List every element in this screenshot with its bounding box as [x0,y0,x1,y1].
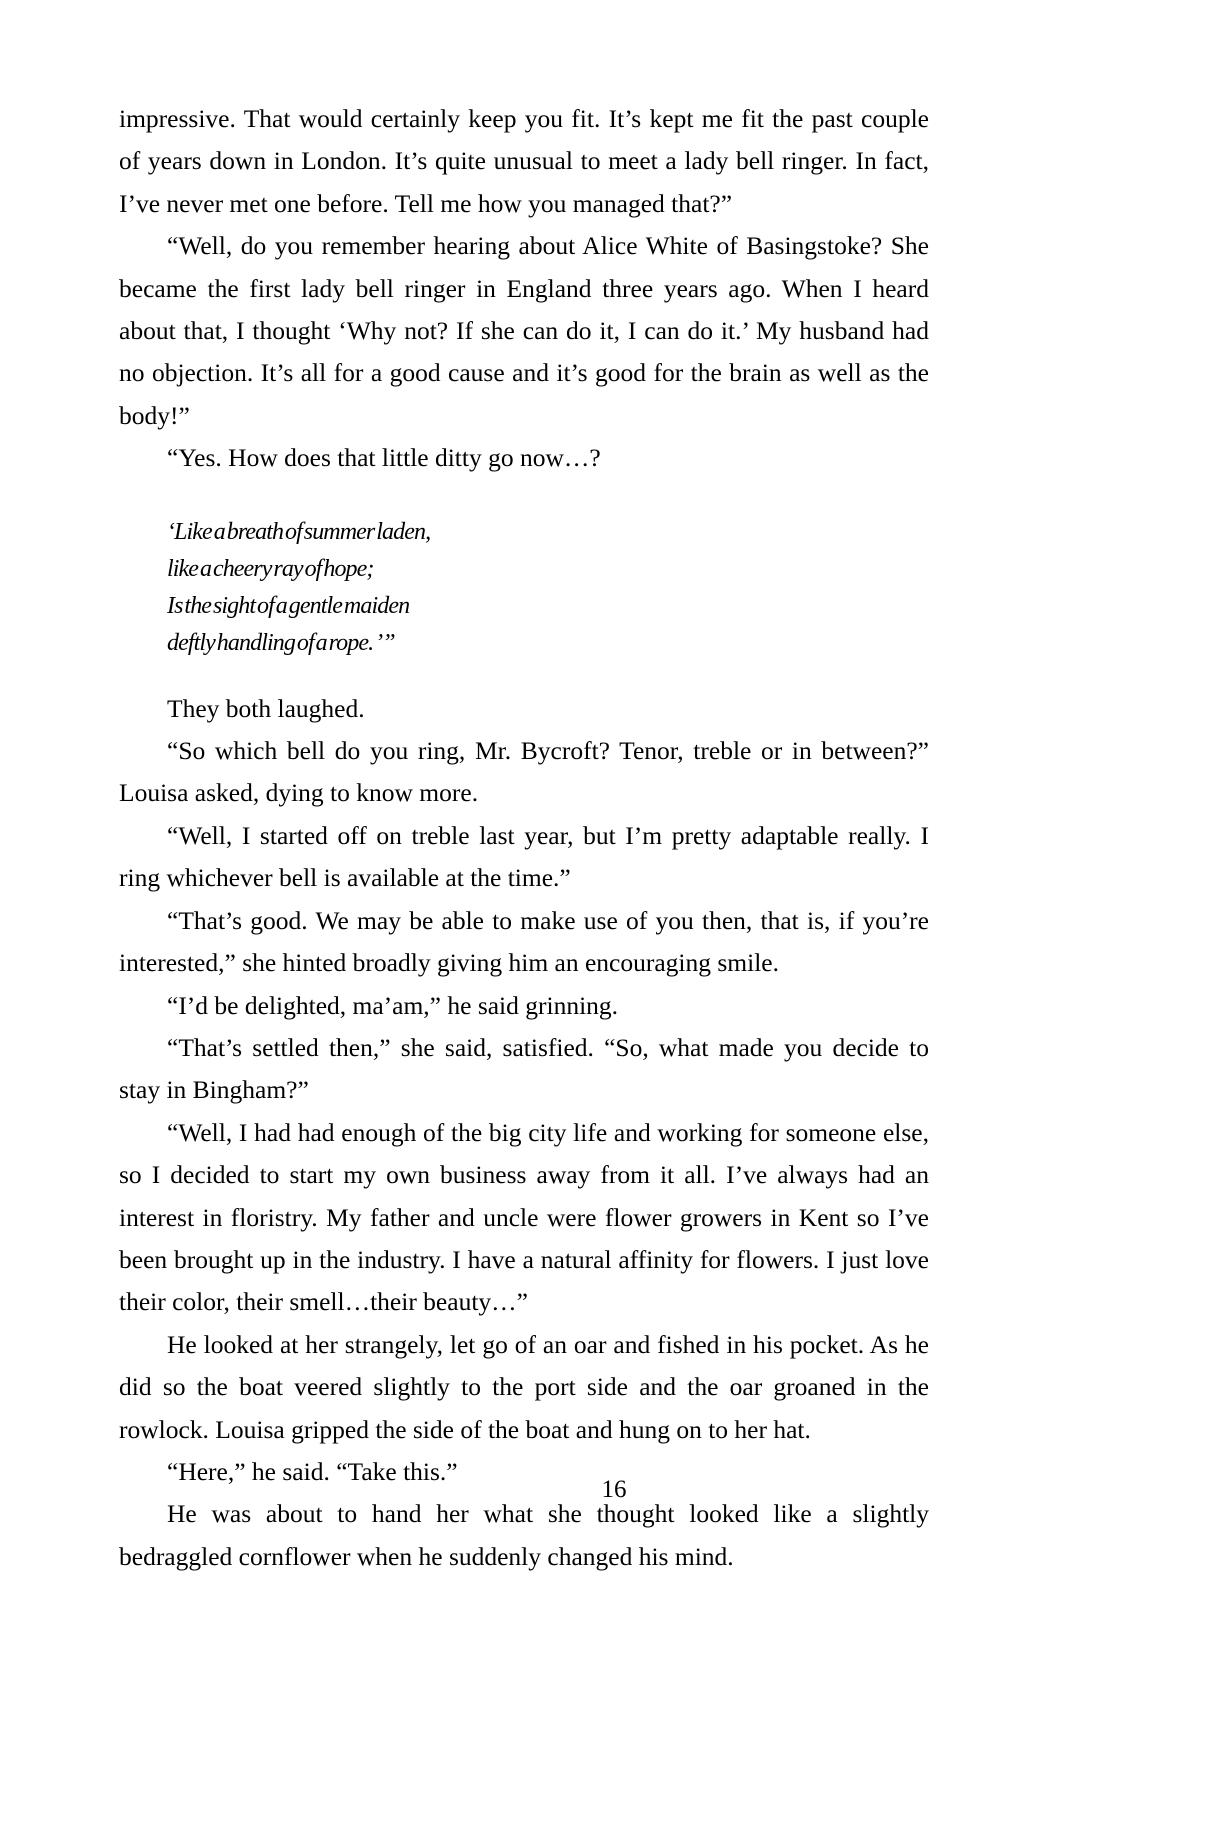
verse-line-2: like a cheery ray of hope; [167,555,374,582]
paragraph-ditty-question: “Yes. How does that little ditty go now…? [167,443,601,473]
paragraph-treble-last-year: “Well, I started off on treble last year, but I’m pretty adaptable really. I ring whichever bell is available at the time.” [119,820,929,893]
paragraph-here-take-this: “Here,” he said. “Take this.” [167,1456,458,1486]
paragraph-id-be-delighted: “I’d be delighted, ma’am,” he said grinning. [167,990,619,1020]
verse-line-4: deftly handling of a rope. ’” [167,629,395,656]
paragraph-cornflower: He was about to hand her what she thought looked like a slightly bedraggled cornflower when he suddenly changed his mind. [119,1499,929,1571]
paragraph-big-city-life: “Well, I had had enough of the big city life and working for someone else, so I decided to start my own business away from it all. I’ve always had an interest in floristry. My father and uncle were flower growers in Kent so I’ve been brought up in the industry. I have a natural affinity for flowers. I just love their color, their smell…their beauty…” [119,1117,929,1317]
paragraph-thats-good: “That’s good. We may be able to make use of you then, that is, if you’re interested,” she hinted broadly giving him an encouraging smile. [119,905,929,978]
paragraph-alice-white: “Well, do you remember hearing about Alice White of Basingstoke? She became the first lady bell ringer in England three years ago. When I heard about that, I thought ‘Why not? If she can do it, I can do it.’ My husband had no objection. It’s all for a good cause and it’s good for the brain as well as the body!” [119,231,929,430]
verse-line-1: ‘Like a breath of summer laden, [167,518,431,545]
page-number: 16 [601,1476,627,1503]
verse-line-3: Is the sight of a gentle maiden [167,592,410,619]
verse-block [119,514,929,662]
page-text-block [119,98,929,1578]
paragraph-which-bell: “So which bell do you ring, Mr. Bycroft? Tenor, treble or in between?” Louisa asked, dying to know more. [119,736,929,808]
paragraph-they-both-laughed: They both laughed. [167,693,365,723]
paragraph-opening: impressive. That would certainly keep you fit. It’s kept me fit the past couple of years down in London. It’s quite unusual to meet a lady bell ringer. In fact, I’ve never met one before. Tell me how you managed that?” [119,104,929,218]
paragraph-looked-at-her-strangely: He looked at her strangely, let go of an oar and fished in his pocket. As he did so the boat veered slightly to the port side and the oar groaned in the rowlock. Louisa gripped the side of the boat and hung on to her hat. [119,1329,929,1444]
paragraph-thats-settled: “That’s settled then,” she said, satisfied. “So, what made you decide to stay in Bingham?” [119,1032,929,1105]
